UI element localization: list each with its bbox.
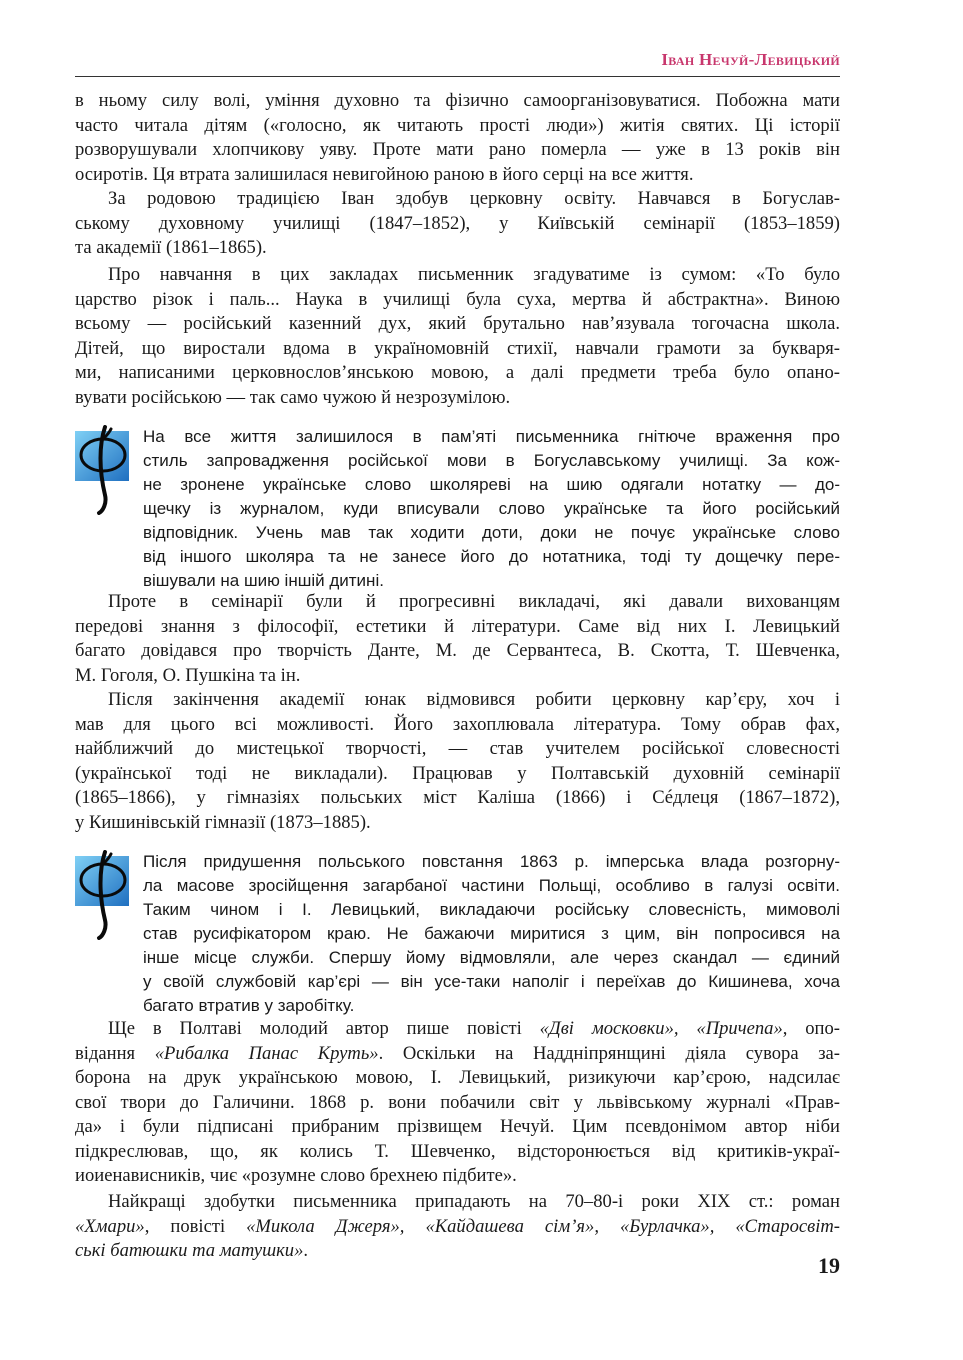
paragraph-3	[75, 263, 840, 410]
text-line: в ньому силу волі, уміння духовно та фізично самоорганізовуватися. Побожна мати	[75, 90, 840, 111]
text-run: Ще в Полтаві молодий автор пише повісті	[108, 1018, 540, 1039]
text-line: не зронене українське слово школяреві на шию одягали нотатку — до-	[143, 475, 840, 494]
running-header: Іван Нечуй-Левицький	[661, 50, 840, 69]
italic-title: «Хмари»	[75, 1215, 145, 1237]
text-line: розворушували хлопчикову уяву. Проте мати рано померла — уже в 13 років він	[75, 139, 840, 160]
fi-logo-icon	[75, 425, 129, 515]
text-line: ла масове зросійщення загарбаної частини Польщі, особливо в галузі освіти.	[143, 876, 840, 895]
text-line: став русифікатором краю. Не бажаючи миритися з цим, він попросився на	[143, 924, 840, 943]
text-line: вішували на шию іншій дитині.	[143, 571, 384, 590]
paragraph-5	[75, 688, 840, 835]
text-line: (української тоді не викладали). Працював у Полтавській духовній семінарії	[75, 762, 840, 784]
text-line: Проте в семінарії були й прогресивні викладачі, які давали вихованцям	[108, 591, 840, 612]
text-run: , повісті	[144, 1215, 247, 1237]
text-line: підкреслював, що, як колись Т. Шевченко, відсторонюється від критиків-украї-	[75, 1140, 840, 1162]
text-line	[75, 1042, 840, 1067]
text-line: щечку із журналом, куди вписували слово українське та його російський	[143, 499, 840, 518]
text-line: Найкращі здобутки письменника припадають на 70–80-і роки XIX ст.: роман	[108, 1191, 840, 1212]
text-line: у Кишинівській гімназії (1873–1885).	[75, 811, 371, 833]
text-line: За родовою традицією Іван здобув церковну освіту. Навчався в Богуслав-	[108, 188, 840, 209]
text-run: . Оскільки на Наддніпрянщині діяла сувора за-	[378, 1042, 840, 1064]
text-run: відання	[75, 1042, 155, 1064]
text-line: свої твори до Галичини. 1868 р. вони побачили світ у львівському журналі «Прав-	[75, 1091, 840, 1113]
text-line: у своїй службовій кар’єрі — він усе-таки наполіг і переїхав до Кишинева, хоча	[143, 972, 840, 991]
paragraph-6	[75, 1017, 840, 1189]
text-line: багато довідався про творчість Данте, М. де Сервантеса, В. Скотта, Т. Шевченка,	[75, 640, 840, 661]
text-line: всьому — російський казенний дух, який брутально нав’язувала тогочасна школа.	[75, 313, 840, 334]
text-run: , опо-	[782, 1018, 840, 1039]
italic-title: ські батюшки та матушки»	[75, 1240, 304, 1261]
text-line: М. Гоголя, О. Пушкіна та ін.	[75, 664, 301, 686]
text-line: Після придушення польського повстання 1863 р. імперська влада розгорну-	[143, 852, 840, 871]
text-line: да» і були підписані прибраним прізвищем Нечуй. Цим псевдонімом автор ніби	[75, 1116, 840, 1137]
text-line: царство різок і паль... Наука в училищі була суха, мертва й абстрактна». Виною	[75, 288, 840, 310]
text-line: ському духовному училищі (1847–1852), у Київській семінарії (1853–1859)	[75, 212, 840, 234]
header-rule	[75, 76, 840, 77]
italic-title: «Микола Джеря», «Кайдашева сім’я», «Бурлачка», «Старосвіт-	[246, 1215, 840, 1237]
text-line: осиротів. Ця втрата залишилася невигойною раною в його серці на все життя.	[75, 163, 694, 185]
text-line: вувати російською — так само чужою й незрозумілою.	[75, 386, 511, 408]
text-line	[75, 1239, 840, 1264]
fi-logo-icon	[75, 850, 129, 940]
paragraph-7	[75, 1190, 840, 1264]
paragraph-1	[75, 89, 840, 187]
text-line: та академії (1861–1865).	[75, 237, 267, 258]
text-line: борона на друк українською мовою, І. Левицький, ризикуючи кар’єрою, надсилає	[75, 1067, 840, 1088]
text-line: (1865–1866), у гімназіях польських міст Каліша (1866) і Сéдлеця (1867–1872),	[75, 787, 840, 808]
text-line	[75, 1215, 840, 1240]
text-line: Таким чином і І. Левицький, викладаючи російську словесність, мимоволі	[143, 900, 840, 919]
text-line: Після закінчення академії юнак відмовився робити церковну кар’єру, хоч і	[108, 689, 840, 710]
text-line	[75, 1017, 840, 1042]
text-line: часто читала дітям («голосно, як читають прості люди») житія святих. Ці історії	[75, 114, 840, 136]
paragraph-4	[75, 590, 840, 688]
paragraph-2	[75, 187, 840, 261]
text-line: иоиенависників, чиє «розумне слово брехнею підбите».	[75, 1165, 517, 1186]
italic-title: «Рибалка Панас Круть»	[154, 1042, 379, 1064]
text-line: найближчий до мистецької творчості, — став учителем російської словесності	[75, 738, 840, 759]
text-line: На все життя залишилося в пам’яті письменника гнітюче враження про	[143, 427, 840, 446]
text-line: Дітей, що виростали вдома в україномовній стихії, навчали грамоти за букваря-	[75, 337, 840, 359]
text-line: передові знання з філософії, естетики й літератури. Саме від них І. Левицький	[75, 615, 840, 637]
page-number: 19	[818, 1253, 840, 1278]
text-line: ми, написаними церковнослов’янською мовою, а далі предмети треба було опано-	[75, 362, 840, 383]
text-line: відповідник. Учень мав так ходити доти, доки не почує українське слово	[143, 523, 840, 542]
text-line: від іншого школяра та не занесе його до нотатника, тоді ту дощечку пере-	[143, 547, 840, 566]
note-1-text	[143, 425, 840, 593]
text-line: стиль запровадження російської мови в Богуславському училищі. За кож-	[143, 451, 840, 470]
text-line: багато втратив у заробітку.	[143, 996, 355, 1015]
text-line: інше місце служби. Спершу йому відмовляли, але через скандал — єдиний	[143, 948, 840, 967]
text-line: Про навчання в цих закладах письменник згадуватиме із сумом: «То було	[108, 264, 840, 285]
note-2-text	[143, 850, 840, 1018]
text-run: .	[303, 1240, 309, 1261]
text-line: мав для цього всі можливості. Його захоплювала література. Тому обрав фах,	[75, 713, 840, 735]
italic-title: «Дві московки», «Причепа»	[539, 1018, 783, 1039]
